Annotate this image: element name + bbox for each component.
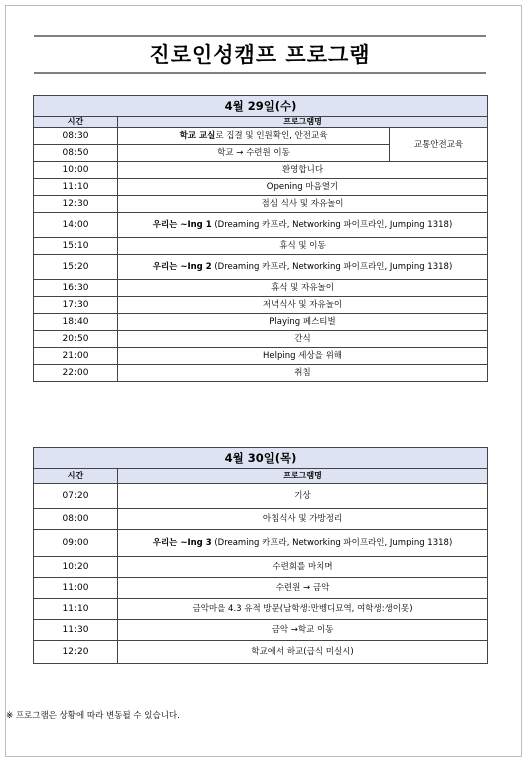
table-row xyxy=(34,484,488,509)
table-row xyxy=(34,196,488,213)
table-row xyxy=(34,365,488,382)
row-time: 22:00 xyxy=(34,365,118,382)
row-time: 11:30 xyxy=(34,620,118,641)
table-row xyxy=(34,297,488,314)
row-program xyxy=(118,484,488,509)
row-time: 17:30 xyxy=(34,297,118,314)
row-program xyxy=(118,620,488,641)
row-program xyxy=(118,162,488,179)
row-time: 07:20 xyxy=(34,484,118,509)
row-program-text: 간식 xyxy=(294,334,311,344)
row-time: 14:00 xyxy=(34,213,118,238)
row-program-text: 환영합니다 xyxy=(281,165,324,175)
row-program xyxy=(118,314,488,331)
table-row xyxy=(34,213,488,238)
day2-column-header-row xyxy=(34,469,488,484)
row-program xyxy=(118,331,488,348)
day2-date-header: 4월 30일(목) xyxy=(34,448,488,469)
row-program-text: 저녁식사 및 자유놀이 xyxy=(262,300,343,310)
row-program-bold: 우리는 ~Ing 3 xyxy=(152,538,212,548)
row-program xyxy=(118,509,488,530)
table-row xyxy=(34,641,488,664)
row-program-text: 학교 → 수련원 이동 xyxy=(217,148,290,158)
row-program xyxy=(118,578,488,599)
row-time: 11:00 xyxy=(34,578,118,599)
row-program-text: 수련원 → 금악 xyxy=(275,583,330,593)
title-block xyxy=(34,35,486,74)
row-time: 12:30 xyxy=(34,196,118,213)
table-row xyxy=(34,238,488,255)
traffic-safety-note: 교통안전교육 xyxy=(390,128,488,162)
row-program xyxy=(118,280,488,297)
day1-program-column-header: 프로그램명 xyxy=(118,117,488,128)
table-row xyxy=(34,557,488,578)
day1-column-header-row xyxy=(34,117,488,128)
row-program-bold: 학교 교실 xyxy=(179,131,216,141)
row-program-text: 기상 xyxy=(294,491,311,501)
row-time: 21:00 xyxy=(34,348,118,365)
row-program-text: 금악마을 4.3 유적 방문(남학생:만벵디묘역, 여학생:생이못) xyxy=(192,604,413,614)
row-time: 18:40 xyxy=(34,314,118,331)
row-program-text: Playing 페스티벌 xyxy=(269,317,336,327)
table-row xyxy=(34,530,488,557)
row-program-text: (Dreaming 카프라, Networking 파이프라인, Jumping 1318) xyxy=(211,220,453,230)
table-row xyxy=(34,128,488,145)
row-program-text: 아침식사 및 가방정리 xyxy=(262,514,343,524)
row-program-text: 금악 →학교 이동 xyxy=(271,625,334,635)
day1-date-header: 4월 29일(수) xyxy=(34,96,488,117)
row-time: 12:20 xyxy=(34,641,118,664)
row-program xyxy=(118,128,390,145)
row-program-text: 로 집결 및 인원확인, 안전교육 xyxy=(215,131,328,141)
day2-time-column-header: 시간 xyxy=(34,469,118,484)
row-program xyxy=(118,145,390,162)
table-row xyxy=(34,314,488,331)
day1-schedule-table xyxy=(33,95,488,382)
table-row xyxy=(34,179,488,196)
row-program-text: (Dreaming 카프라, Networking 파이프라인, Jumping 1318) xyxy=(211,262,453,272)
table-row xyxy=(34,348,488,365)
row-program xyxy=(118,238,488,255)
row-time: 16:30 xyxy=(34,280,118,297)
row-time: 08:50 xyxy=(34,145,118,162)
day2-program-column-header: 프로그램명 xyxy=(118,469,488,484)
row-time: 08:00 xyxy=(34,509,118,530)
table-row xyxy=(34,162,488,179)
table-row xyxy=(34,255,488,280)
row-program-text: (Dreaming 카프라, Networking 파이프라인, Jumping 1318) xyxy=(211,538,453,548)
table-row xyxy=(34,509,488,530)
row-program xyxy=(118,557,488,578)
row-program-text: 취침 xyxy=(294,368,311,378)
row-program xyxy=(118,255,488,280)
row-time: 11:10 xyxy=(34,179,118,196)
row-program-bold: 우리는 ~Ing 2 xyxy=(152,262,212,272)
row-time: 15:20 xyxy=(34,255,118,280)
row-program xyxy=(118,179,488,196)
day2-schedule-table xyxy=(33,447,488,664)
row-program-text: Opening 마음열기 xyxy=(266,182,339,192)
title-rule-top xyxy=(34,35,486,37)
row-program-text: 휴식 및 이동 xyxy=(279,241,326,251)
row-program xyxy=(118,530,488,557)
row-time: 09:00 xyxy=(34,530,118,557)
day1-time-column-header: 시간 xyxy=(34,117,118,128)
row-program-text: 수련회를 마치며 xyxy=(272,562,333,572)
title-rule-bottom xyxy=(34,72,486,74)
table-row xyxy=(34,599,488,620)
row-program xyxy=(118,213,488,238)
table-row xyxy=(34,280,488,297)
row-program-bold: 우리는 ~Ing 1 xyxy=(152,220,212,230)
row-program xyxy=(118,348,488,365)
row-program xyxy=(118,196,488,213)
row-time: 11:10 xyxy=(34,599,118,620)
table-row xyxy=(34,578,488,599)
table-row xyxy=(34,620,488,641)
row-program-text: Helping 세상을 위해 xyxy=(263,351,342,361)
day1-date-row xyxy=(34,96,488,117)
row-time: 10:20 xyxy=(34,557,118,578)
document-title: 진로인성캠프 프로그램 xyxy=(149,42,371,67)
day2-date-row xyxy=(34,448,488,469)
row-time: 20:50 xyxy=(34,331,118,348)
row-program-text: 학교에서 하교(급식 미실시) xyxy=(251,647,354,657)
row-time: 10:00 xyxy=(34,162,118,179)
row-program xyxy=(118,599,488,620)
row-time: 15:10 xyxy=(34,238,118,255)
row-program-text: 휴식 및 자유놀이 xyxy=(271,283,334,293)
row-program xyxy=(118,365,488,382)
row-program xyxy=(118,297,488,314)
row-program-text: 점심 식사 및 자유놀이 xyxy=(261,199,344,209)
row-time: 08:30 xyxy=(34,128,118,145)
row-program xyxy=(118,641,488,664)
footnote: ※ 프로그램은 상황에 따라 변동될 수 있습니다. xyxy=(6,711,180,721)
table-row xyxy=(34,331,488,348)
